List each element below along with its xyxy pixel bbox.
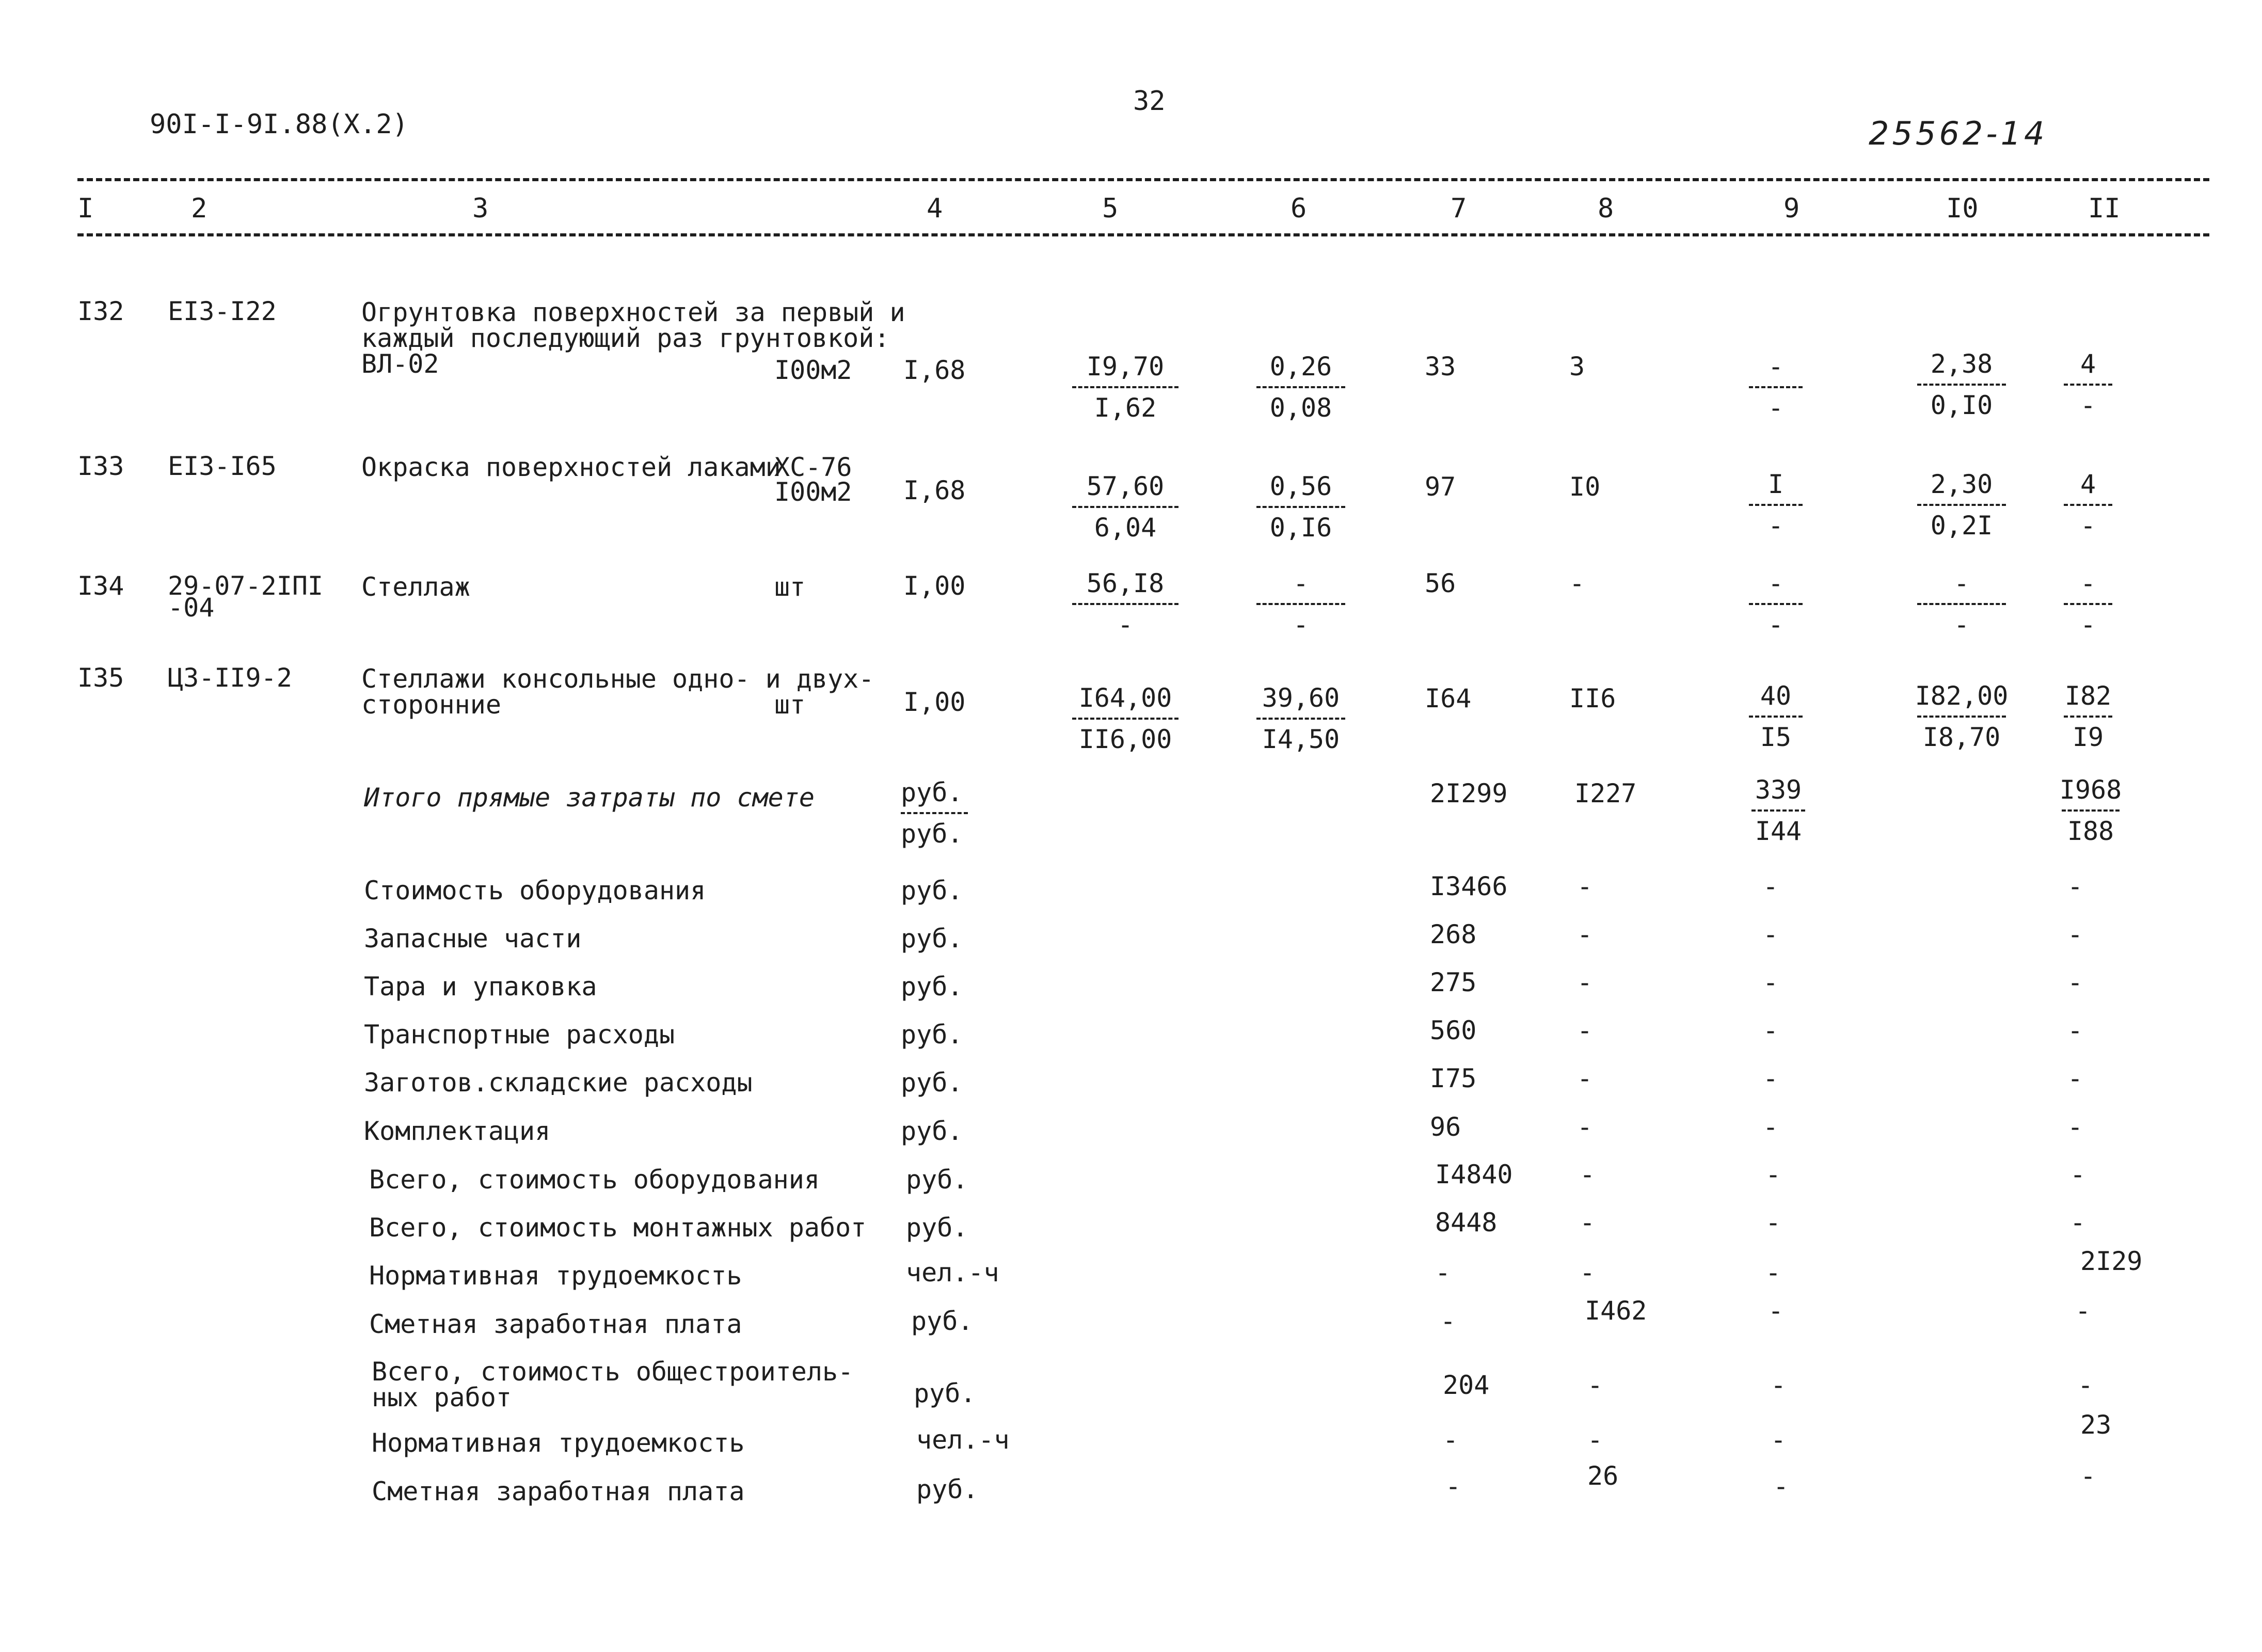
col5-fraction: I9,70 I,62 xyxy=(1063,351,1187,423)
col10-fraction: 2,30 0,2I xyxy=(1910,469,2013,541)
row-unit: I00м2 xyxy=(774,355,852,385)
row-quantity: I,00 xyxy=(903,571,966,601)
row-code: EI3-I22 xyxy=(168,296,277,326)
summary-unit: руб. xyxy=(916,1474,979,1504)
summary-col7: I4840 xyxy=(1435,1159,1513,1189)
summary-col8: - xyxy=(1577,1112,1593,1142)
summary-unit: руб. xyxy=(906,1213,968,1243)
total-col9-fraction: 339 I44 xyxy=(1747,774,1809,847)
col5-fraction: I64,00 II6,00 xyxy=(1063,682,1187,755)
summary-label: Сметная заработная плата xyxy=(369,1309,742,1339)
col10-fraction: - - xyxy=(1910,568,2013,640)
summary-col9: - xyxy=(1765,1159,1781,1189)
col6-fraction: 39,60 I4,50 xyxy=(1249,682,1352,755)
summary-col7: 275 xyxy=(1430,967,1477,997)
summary-col7: 96 xyxy=(1430,1112,1461,1142)
row-code: ЦЗ-II9-2 xyxy=(168,663,292,693)
summary-label: Нормативная трудоемкость xyxy=(369,1261,742,1291)
col-header-11: II xyxy=(2088,193,2121,224)
summary-col8: - xyxy=(1580,1208,1596,1237)
col9-fraction: - - xyxy=(1745,351,1807,423)
row-quantity: I,00 xyxy=(903,687,966,717)
total-col8: I227 xyxy=(1574,779,1637,808)
summary-col11: - xyxy=(2067,967,2083,997)
col-header-9: 9 xyxy=(1783,193,1800,224)
col7-value: 97 xyxy=(1425,472,1456,502)
summary-col9: - xyxy=(1765,1208,1781,1237)
total-unit: руб. руб. xyxy=(901,777,968,849)
summary-col11: - xyxy=(2067,871,2083,901)
archive-stamp: 25562-14 xyxy=(1869,115,2048,152)
col-header-10: I0 xyxy=(1946,193,1979,224)
summary-label: Сметная заработная плата xyxy=(372,1476,745,1506)
summary-col11: - xyxy=(2070,1208,2086,1237)
header-top-rule xyxy=(77,178,2209,181)
summary-col7: 204 xyxy=(1443,1370,1490,1400)
summary-col11: - xyxy=(2067,1112,2083,1142)
col9-fraction: 40 I5 xyxy=(1745,680,1807,753)
row-description: Стеллаж xyxy=(361,572,470,602)
col-header-2: 2 xyxy=(191,193,208,224)
summary-unit: руб. xyxy=(911,1306,974,1336)
col7-value: 56 xyxy=(1425,568,1456,598)
summary-label: Комплектация xyxy=(364,1116,551,1146)
col5-fraction: 57,60 6,04 xyxy=(1063,471,1187,543)
row-unit-note: ХС-76 xyxy=(774,452,852,482)
summary-col8: - xyxy=(1580,1258,1596,1288)
summary-label: Нормативная трудоемкость xyxy=(372,1428,745,1458)
row-code: 29-07-2IПI -04 xyxy=(168,571,324,623)
col11-fraction: 4 - xyxy=(2060,348,2116,421)
col8-value: I0 xyxy=(1569,472,1601,502)
summary-col8: - xyxy=(1587,1370,1603,1400)
summary-col7: - xyxy=(1443,1425,1459,1455)
summary-label: Запасные части xyxy=(364,924,582,954)
summary-label: Тара и упаковка xyxy=(364,972,597,1002)
col5-fraction: 56,I8 - xyxy=(1063,568,1187,640)
summary-col9: - xyxy=(1773,1471,1789,1501)
summary-col7: - xyxy=(1445,1471,1461,1501)
summary-col9: - xyxy=(1771,1370,1787,1400)
col11-fraction: - - xyxy=(2060,568,2116,640)
summary-label: Транспортные расходы xyxy=(364,1020,675,1050)
row-number: I33 xyxy=(77,451,124,481)
col6-fraction: 0,56 0,I6 xyxy=(1249,471,1352,543)
col10-fraction: I82,00 I8,70 xyxy=(1915,681,2009,752)
summary-col7: 8448 xyxy=(1435,1208,1498,1237)
row-description: Огрунтовка поверхностей за первый и каждый последующий раз грунтовкой: ВЛ-02 xyxy=(361,297,905,379)
row-unit: шт xyxy=(774,572,806,602)
col-header-8: 8 xyxy=(1598,193,1614,224)
header-bottom-rule xyxy=(77,233,2209,236)
summary-col11: 2I29 xyxy=(2080,1246,2143,1276)
summary-col8: - xyxy=(1577,1015,1593,1045)
row-unit: шт xyxy=(774,690,806,720)
summary-col9: - xyxy=(1768,1296,1784,1326)
summary-col9: - xyxy=(1763,1063,1779,1093)
summary-col8: - xyxy=(1577,871,1593,901)
summary-col8: 26 xyxy=(1587,1461,1619,1491)
col9-fraction: I - xyxy=(1745,469,1807,541)
summary-label: Стоимость оборудования xyxy=(364,876,706,906)
total-label: Итого прямые затраты по смете xyxy=(364,783,815,813)
summary-col7: I75 xyxy=(1430,1063,1477,1093)
summary-col8: I462 xyxy=(1585,1296,1647,1326)
total-col11-fraction: I968 I88 xyxy=(2059,775,2122,846)
col7-value: I64 xyxy=(1425,684,1472,713)
row-description: Стеллажи консольные одно- и двух- сторонние xyxy=(361,664,874,720)
summary-unit: руб. xyxy=(901,1116,963,1146)
summary-col7: - xyxy=(1435,1258,1451,1288)
summary-unit: руб. xyxy=(901,876,963,906)
col7-value: 33 xyxy=(1425,352,1456,382)
row-number: I32 xyxy=(77,296,124,326)
row-number: I34 xyxy=(77,571,124,601)
summary-col11: - xyxy=(2067,919,2083,949)
col8-value: II6 xyxy=(1569,684,1616,713)
row-quantity: I,68 xyxy=(903,355,966,385)
row-quantity: I,68 xyxy=(903,475,966,505)
summary-col9: - xyxy=(1763,871,1779,901)
summary-col7: - xyxy=(1440,1306,1456,1336)
row-description: Окраска поверхностей лаками xyxy=(361,452,781,482)
summary-unit: руб. xyxy=(901,1068,963,1098)
summary-col11: - xyxy=(2067,1063,2083,1093)
summary-col7: I3466 xyxy=(1430,871,1508,901)
summary-col9: - xyxy=(1763,967,1779,997)
summary-unit: руб. xyxy=(906,1165,968,1195)
summary-col11: - xyxy=(2067,1015,2083,1045)
summary-col11: 23 xyxy=(2080,1410,2112,1440)
summary-col11: - xyxy=(2080,1461,2096,1491)
col10-fraction: 2,38 0,I0 xyxy=(1910,348,2013,421)
col-header-5: 5 xyxy=(1102,193,1119,224)
summary-unit: руб. xyxy=(901,1020,963,1050)
summary-col9: - xyxy=(1771,1425,1787,1455)
col9-fraction: - - xyxy=(1745,568,1807,640)
summary-label: Всего, стоимость монтажных работ xyxy=(369,1213,867,1243)
col6-fraction: - - xyxy=(1249,568,1352,640)
summary-col8: - xyxy=(1580,1159,1596,1189)
summary-col7: 560 xyxy=(1430,1015,1477,1045)
document-code: 90I-I-9I.88(X.2) xyxy=(150,109,408,140)
col8-value: 3 xyxy=(1569,352,1585,382)
summary-col9: - xyxy=(1765,1258,1781,1288)
col-header-3: 3 xyxy=(472,193,489,224)
summary-col11: - xyxy=(2070,1159,2086,1189)
summary-col9: - xyxy=(1763,1112,1779,1142)
summary-col7: 268 xyxy=(1430,919,1477,949)
page-number: 32 xyxy=(1133,86,1166,117)
summary-unit: чел.-ч xyxy=(906,1258,999,1288)
summary-col8: - xyxy=(1577,967,1593,997)
summary-col8: - xyxy=(1587,1425,1603,1455)
row-code: EI3-I65 xyxy=(168,451,277,481)
summary-unit: руб. xyxy=(901,924,963,954)
summary-col9: - xyxy=(1763,919,1779,949)
summary-col11: - xyxy=(2078,1370,2094,1400)
col-header-1: I xyxy=(77,193,94,224)
summary-unit: руб. xyxy=(901,972,963,1002)
summary-label: Всего, стоимость общестроитель- ных работ xyxy=(372,1357,854,1412)
summary-label: Всего, стоимость оборудования xyxy=(369,1165,820,1195)
col11-fraction: I82 I9 xyxy=(2060,680,2116,753)
col8-value: - xyxy=(1569,568,1585,598)
summary-col11: - xyxy=(2075,1296,2091,1326)
row-unit: I00м2 xyxy=(774,477,852,507)
col11-fraction: 4 - xyxy=(2060,469,2116,541)
summary-col8: - xyxy=(1577,919,1593,949)
col6-fraction: 0,26 0,08 xyxy=(1249,351,1352,423)
summary-label: Заготов.складские расходы xyxy=(364,1068,753,1098)
row-number: I35 xyxy=(77,663,124,693)
col-header-4: 4 xyxy=(927,193,943,224)
summary-col8: - xyxy=(1577,1063,1593,1093)
total-col7: 2I299 xyxy=(1430,779,1508,808)
col-header-7: 7 xyxy=(1451,193,1467,224)
summary-unit: чел.-ч xyxy=(916,1425,1010,1455)
col-header-6: 6 xyxy=(1291,193,1307,224)
summary-col9: - xyxy=(1763,1015,1779,1045)
summary-unit: руб. xyxy=(914,1378,976,1408)
